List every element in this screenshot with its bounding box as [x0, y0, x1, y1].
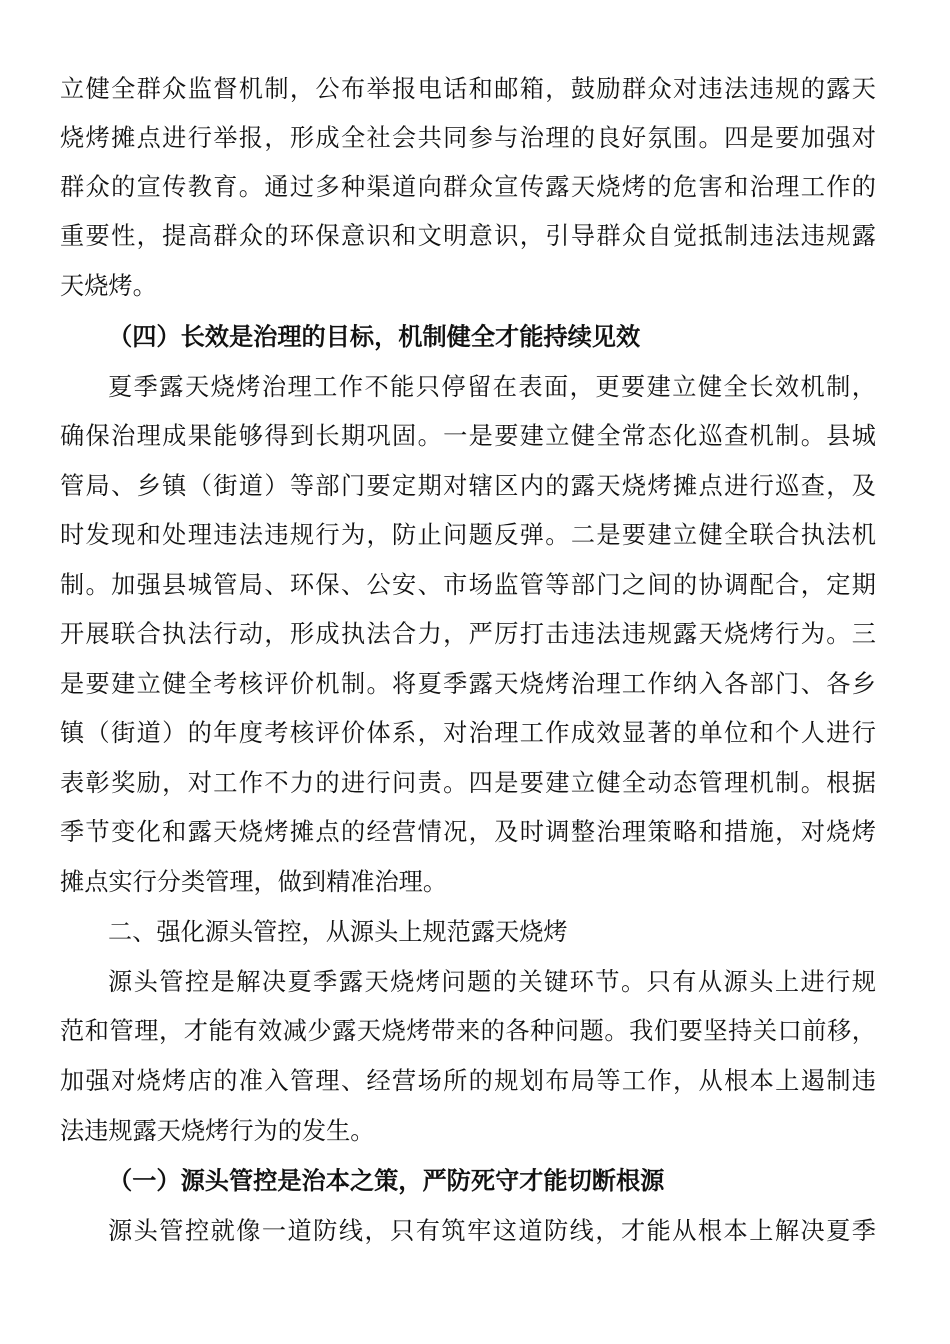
- text-line: 确保治理成果能够得到长期巩固。一是要建立健全常态化巡查机制。县城: [60, 422, 876, 450]
- text-line: 范和管理，才能有效减少露天烧烤带来的各种问题。我们要坚持关口前移，: [60, 1017, 876, 1045]
- chapter-heading: 二、强化源头管控，从源头上规范露天烧烤: [108, 918, 568, 946]
- text-line: 夏季露天烧烤治理工作不能只停留在表面，更要建立健全长效机制，: [108, 373, 876, 401]
- text-line: 表彰奖励，对工作不力的进行问责。四是要建立健全动态管理机制。根据: [60, 769, 876, 797]
- text-line: 摊点实行分类管理，做到精准治理。: [60, 868, 448, 896]
- text-line: 群众的宣传教育。通过多种渠道向群众宣传露天烧烤的危害和治理工作的: [60, 173, 876, 201]
- text-line: 季节变化和露天烧烤摊点的经营情况，及时调整治理策略和措施，对烧烤: [60, 818, 876, 846]
- text-line: 加强对烧烤店的准入管理、经营场所的规划布局等工作，从根本上遏制违: [60, 1067, 876, 1095]
- text-line: 天烧烤。: [60, 272, 157, 300]
- text-line: 制。加强县城管局、环保、公安、市场监管等部门之间的协调配合，定期: [60, 571, 876, 599]
- text-line: 镇（街道）的年度考核评价体系，对治理工作成效显著的单位和个人进行: [60, 719, 876, 747]
- text-line: 是要建立健全考核评价机制。将夏季露天烧烤治理工作纳入各部门、各乡: [60, 670, 876, 698]
- section-heading: （四）长效是治理的目标，机制健全才能持续见效: [108, 323, 641, 351]
- section-heading: （一）源头管控是治本之策，严防死守才能切断根源: [108, 1167, 665, 1195]
- text-line: 源头管控是解决夏季露天烧烤问题的关键环节。只有从源头上进行规: [108, 968, 876, 996]
- text-line: 开展联合执法行动，形成执法合力，严厉打击违法违规露天烧烤行为。三: [60, 620, 876, 648]
- text-line: 重要性，提高群众的环保意识和文明意识，引导群众自觉抵制违法违规露: [60, 222, 876, 250]
- text-line: 源头管控就像一道防线，只有筑牢这道防线，才能从根本上解决夏季: [108, 1217, 876, 1245]
- text-line: 法违规露天烧烤行为的发生。: [60, 1117, 375, 1145]
- text-line: 烧烤摊点进行举报，形成全社会共同参与治理的良好氛围。四是要加强对: [60, 124, 876, 152]
- text-line: 时发现和处理违法违规行为，防止问题反弹。二是要建立健全联合执法机: [60, 521, 876, 549]
- text-line: 管局、乡镇（街道）等部门要定期对辖区内的露天烧烤摊点进行巡查，及: [60, 472, 876, 500]
- text-line: 立健全群众监督机制，公布举报电话和邮箱，鼓励群众对违法违规的露天: [60, 75, 876, 103]
